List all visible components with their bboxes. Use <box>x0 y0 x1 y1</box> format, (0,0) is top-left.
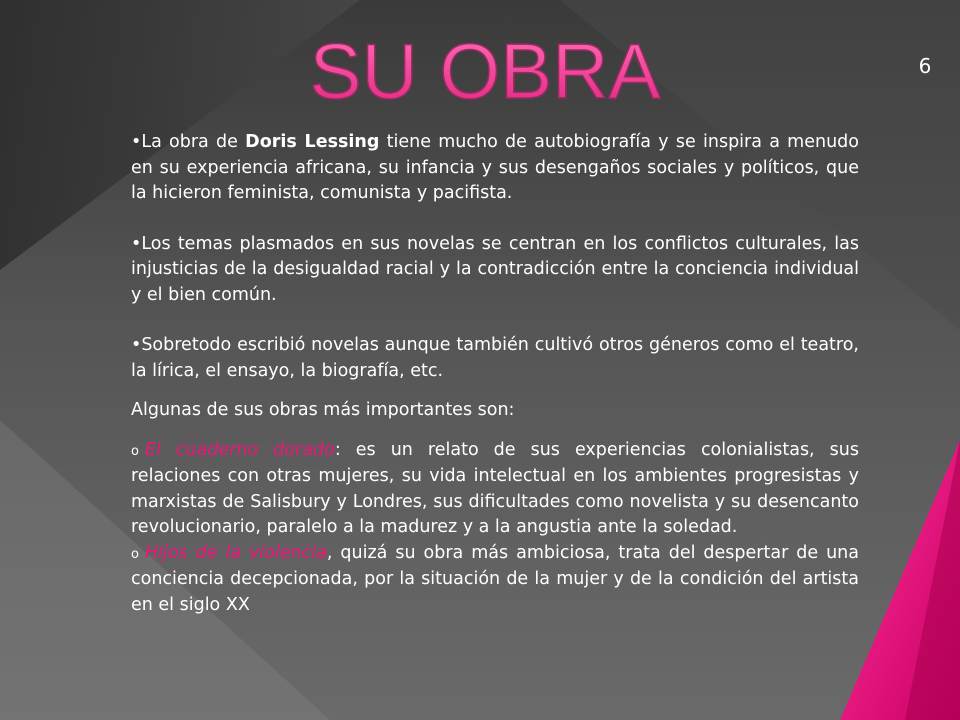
bullet: • <box>131 132 142 152</box>
circle-bullet-icon: o <box>131 443 139 459</box>
work-item-2 <box>131 541 859 619</box>
body-text <box>131 130 859 618</box>
work-title: El cuaderno dorado <box>144 439 335 460</box>
slide-title-text: SU OBRA <box>309 27 661 112</box>
work-title: Hijos de la violencia <box>144 542 327 563</box>
bullet: • <box>131 335 142 355</box>
paragraph-1 <box>131 130 859 207</box>
paragraph-1-rest: tiene mucho de autobiografía y se inspira a menudo en su experiencia africana, su infancia y sus desengaños sociales y políticos, que la hicieron feminista, comunista y pacifista. <box>131 132 859 203</box>
works-intro: Algunas de sus obras más importantes son: <box>131 400 515 420</box>
paragraph-3 <box>131 333 859 384</box>
bullet: • <box>131 233 142 254</box>
circle-bullet-icon: o <box>131 546 139 562</box>
work-item-1 <box>131 438 859 541</box>
author-name: Doris Lessing <box>245 132 380 152</box>
paragraph-2-text: Los temas plasmados en sus novelas se centran en los conflictos culturales, las injusticias de la desigualdad racial y la contradicción entre la conciencia individual y el bien común. <box>131 233 859 305</box>
paragraph-3-text: Sobretodo escribió novelas aunque también cultivó otros géneros como el teatro, la lírica, el ensayo, la biografía, etc. <box>131 335 859 381</box>
page-number: 6 <box>918 54 932 78</box>
slide-title <box>300 22 670 112</box>
paragraph-2 <box>131 232 859 309</box>
work-description: : es un relato de sus experiencias colonialistas, sus relaciones con otras mujeres, su vida intelectual en los ambientes progresistas y marxistas de Salisbury y Londres, sus dificultades como novelista y su desencanto revolucionario, paralelo a la madurez y a la angustia ante la soledad. <box>131 439 859 537</box>
work-description: , quizá su obra más ambiciosa, trata del despertar de una conciencia decepcionada, por la situación de la mujer y de la condición del artista en el siglo XX <box>131 542 859 615</box>
paragraph-1-lead: La obra de <box>141 132 246 152</box>
